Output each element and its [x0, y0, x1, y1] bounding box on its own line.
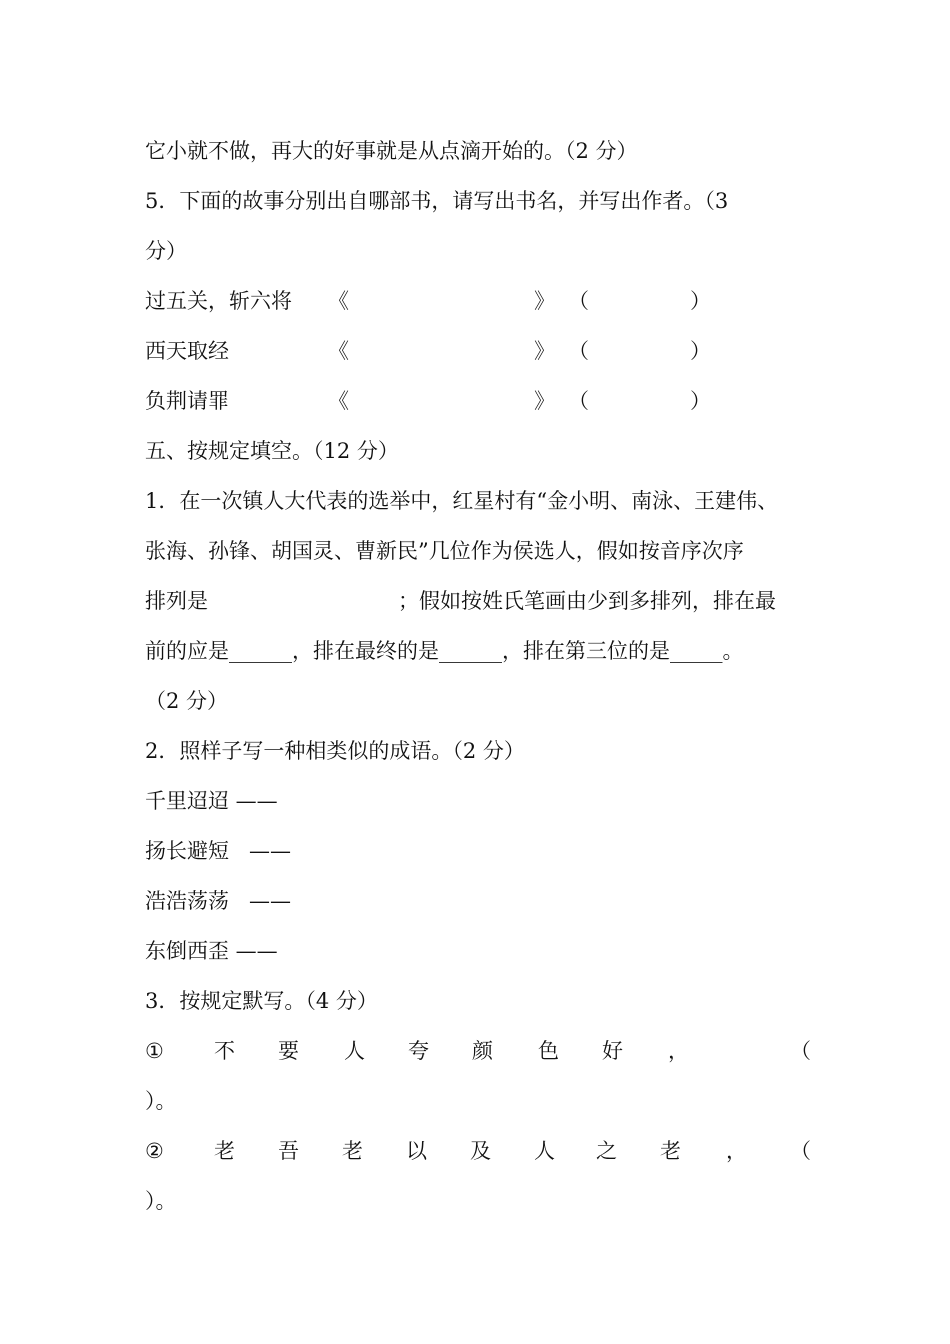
recite-char: （ — [790, 1139, 811, 1163]
recite-char: 老 — [214, 1139, 235, 1163]
book-story: 过五关，斩六将 — [145, 289, 292, 313]
recite-char: （ — [790, 1039, 811, 1063]
question-5-prompt: 5．下面的故事分别出自哪部书，请写出书名，并写出作者。（3 — [145, 189, 729, 213]
sub-question-1-line-2: 张海、孙锋、胡国灵、曹新民”几位作为侯选人，假如按音序次序 — [145, 539, 744, 563]
idiom-item-4: 东倒西歪 —— — [145, 939, 278, 963]
author-paren-open: （ — [568, 289, 589, 313]
idiom-item-2: 扬长避短 —— — [145, 839, 292, 863]
book-story: 负荆请罪 — [145, 389, 229, 413]
recite-char: ， — [726, 1139, 747, 1163]
book-title-close: 》 — [534, 289, 555, 313]
author-paren-close: ） — [690, 389, 711, 413]
recite-char: 以 — [406, 1139, 427, 1163]
book-story: 西天取经 — [145, 339, 229, 363]
book-title-close: 》 — [534, 339, 555, 363]
recite-char: 色 — [538, 1039, 559, 1063]
author-paren-close: ） — [690, 289, 711, 313]
sub-question-1-line-1: 1．在一次镇人大代表的选举中，红星村有“金小明、南泳、王建伟、 — [145, 489, 779, 513]
recite-char: 及 — [470, 1139, 491, 1163]
sub-question-3-prompt: 3．按规定默写。（4 分） — [145, 989, 378, 1013]
recite-char: 老 — [342, 1139, 363, 1163]
recite-char: 人 — [534, 1139, 555, 1163]
book-title-open: 《 — [328, 389, 349, 413]
book-title-open: 《 — [328, 289, 349, 313]
idiom-item-3: 浩浩荡荡 —— — [145, 889, 292, 913]
recite-char: ， — [668, 1039, 689, 1063]
recite-char: 好 — [602, 1039, 623, 1063]
author-paren-open: （ — [568, 389, 589, 413]
recite-char: 要 — [278, 1039, 299, 1063]
author-paren-open: （ — [568, 339, 589, 363]
recite-char: 之 — [596, 1139, 617, 1163]
recite-line-2-close: ）。 — [145, 1189, 177, 1213]
recite-char: ② — [145, 1139, 164, 1163]
section-5-heading: 五、按规定填空。（12 分） — [145, 439, 399, 463]
recite-char: 吾 — [278, 1139, 299, 1163]
recite-char: 不 — [214, 1039, 235, 1063]
sub-question-1-line-3-start: 排列是 — [145, 589, 208, 613]
sub-question-1-line-4: 前的应是______，排在最终的是______，排在第三位的是_____。 — [145, 639, 744, 663]
sub-question-1-line-3-end: ；假如按姓氏笔画由少到多排列，排在最 — [398, 589, 776, 613]
book-title-open: 《 — [328, 339, 349, 363]
author-paren-close: ） — [690, 339, 711, 363]
idiom-item-1: 千里迢迢 —— — [145, 789, 278, 813]
recite-char: 人 — [344, 1039, 365, 1063]
book-title-close: 》 — [534, 389, 555, 413]
question-5-prompt-cont: 分） — [145, 239, 187, 263]
recite-char: 夸 — [408, 1039, 429, 1063]
sub-question-2-prompt: 2．照样子写一种相类似的成语。（2 分） — [145, 739, 525, 763]
text-line-continuation: 它小就不做，再大的好事就是从点滴开始的。（2 分） — [145, 139, 638, 163]
recite-char: 颜 — [472, 1039, 493, 1063]
recite-char: ① — [145, 1039, 164, 1063]
recite-line-1-close: ）。 — [145, 1089, 177, 1113]
sub-question-1-score: （2 分） — [145, 689, 229, 713]
recite-char: 老 — [660, 1139, 681, 1163]
